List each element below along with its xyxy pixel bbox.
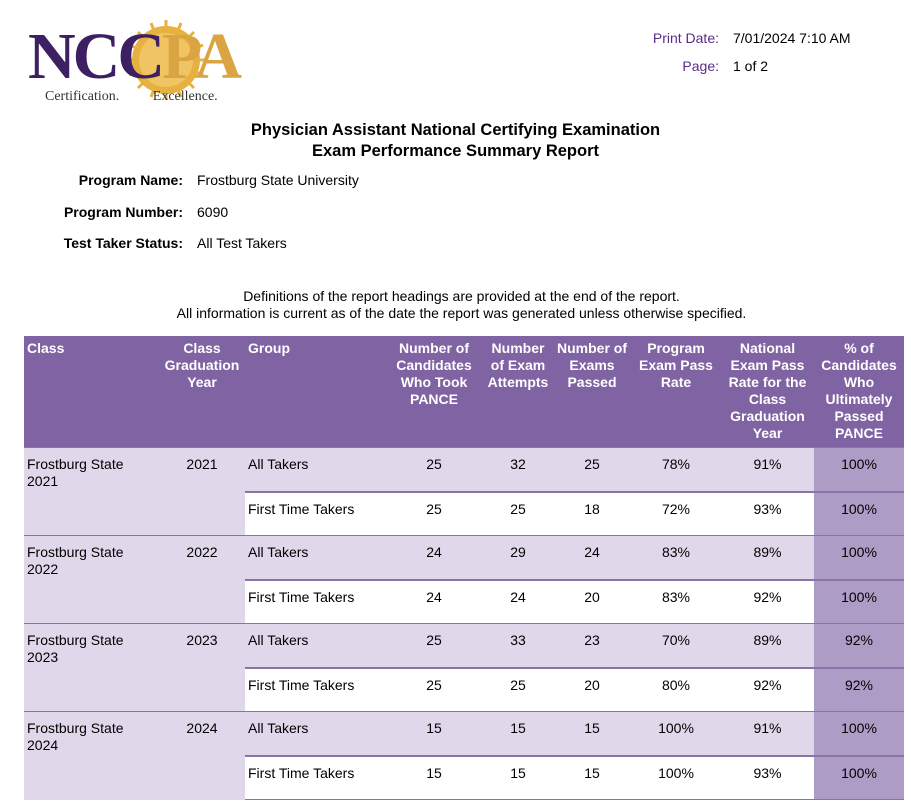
group-cell: First Time Takers (245, 668, 385, 712)
header-ultimate-pass: % of Candidates Who Ultimately Passed PANCE (814, 336, 904, 448)
program-name-value: Frostburg State University (197, 172, 359, 188)
passed-cell: 20 (553, 668, 631, 712)
national-rate-cell: 91% (721, 448, 814, 492)
attempts-cell: 33 (483, 624, 553, 668)
header-attempts: Number of Exam Attempts (483, 336, 553, 448)
brand-wordmark: NCCPA (28, 20, 240, 93)
candidates-cell: 25 (385, 492, 483, 536)
passed-cell: 25 (553, 448, 631, 492)
candidates-cell: 25 (385, 668, 483, 712)
program-rate-cell: 78% (631, 448, 721, 492)
nccpa-logo (28, 18, 268, 106)
header-class: Class (24, 336, 159, 448)
group-cell: All Takers (245, 448, 385, 492)
report-title (0, 120, 911, 162)
attempts-cell: 25 (483, 492, 553, 536)
national-rate-cell: 93% (721, 756, 814, 800)
print-date-label: Print Date: (652, 30, 719, 46)
page-label: Page: (682, 58, 719, 74)
page-value: 1 of 2 (733, 58, 769, 74)
table-row (24, 624, 904, 668)
attempts-cell: 25 (483, 668, 553, 712)
notes-line1: Definitions of the report headings are provided at the end of the report. (243, 288, 680, 304)
performance-table (24, 336, 904, 800)
attempts-cell: 24 (483, 580, 553, 624)
program-name-label: Program Name: (78, 172, 183, 188)
program-rate-cell: 72% (631, 492, 721, 536)
tagline-certification: Certification. (45, 89, 120, 104)
table-row (24, 536, 904, 580)
passed-cell: 15 (553, 756, 631, 800)
ultimate-pass-cell: 100% (814, 448, 904, 492)
national-rate-cell: 89% (721, 624, 814, 668)
report-notes (0, 288, 911, 322)
passed-cell: 15 (553, 712, 631, 756)
class-year-cell: 2024 (159, 712, 245, 800)
report-title-line1: Physician Assistant National Certifying Examination (250, 121, 661, 139)
candidates-cell: 15 (385, 712, 483, 756)
national-rate-cell: 92% (721, 580, 814, 624)
passed-cell: 18 (553, 492, 631, 536)
header-graduation-year: Class Graduation Year (159, 336, 245, 448)
group-cell: First Time Takers (245, 756, 385, 800)
attempts-cell: 32 (483, 448, 553, 492)
program-rate-cell: 100% (631, 712, 721, 756)
national-rate-cell: 93% (721, 492, 814, 536)
test-taker-status-label: Test Taker Status: (63, 235, 183, 251)
group-cell: All Takers (245, 712, 385, 756)
print-date-value: 7/01/2024 7:10 AM (733, 30, 851, 46)
program-rate-cell: 80% (631, 668, 721, 712)
class-year-cell: 2023 (159, 624, 245, 712)
notes-line2: All information is current as of the date the report was generated unless otherwise specified. (176, 305, 747, 321)
national-rate-cell: 92% (721, 668, 814, 712)
national-rate-cell: 91% (721, 712, 814, 756)
class-year-cell: 2021 (159, 448, 245, 536)
class-name-cell: Frostburg State 2024 (24, 712, 159, 800)
passed-cell: 20 (553, 580, 631, 624)
candidates-cell: 15 (385, 756, 483, 800)
program-rate-cell: 83% (631, 536, 721, 580)
candidates-cell: 25 (385, 624, 483, 668)
program-number-value: 6090 (197, 203, 229, 220)
ultimate-pass-cell: 100% (814, 580, 904, 624)
program-info (0, 172, 359, 267)
passed-cell: 23 (553, 624, 631, 668)
group-cell: All Takers (245, 624, 385, 668)
test-taker-status-value: All Test Takers (197, 235, 287, 251)
candidates-cell: 25 (385, 448, 483, 492)
ultimate-pass-cell: 100% (814, 536, 904, 580)
candidates-cell: 24 (385, 536, 483, 580)
table-row (24, 712, 904, 756)
class-name-cell: Frostburg State 2021 (24, 448, 159, 536)
ultimate-pass-cell: 100% (814, 712, 904, 756)
program-rate-cell: 83% (631, 580, 721, 624)
group-cell: All Takers (245, 536, 385, 580)
national-rate-cell: 89% (721, 536, 814, 580)
ultimate-pass-cell: 100% (814, 492, 904, 536)
table-header-row (24, 336, 904, 448)
tagline-excellence: Excellence. (152, 89, 218, 104)
ultimate-pass-cell: 92% (814, 624, 904, 668)
class-name-cell: Frostburg State 2023 (24, 624, 159, 712)
ultimate-pass-cell: 92% (814, 668, 904, 712)
table-row (24, 448, 904, 492)
report-title-line2: Exam Performance Summary Report (311, 142, 600, 160)
class-year-cell: 2022 (159, 536, 245, 624)
passed-cell: 24 (553, 536, 631, 580)
attempts-cell: 15 (483, 712, 553, 756)
attempts-cell: 29 (483, 536, 553, 580)
print-metadata (600, 24, 851, 80)
group-cell: First Time Takers (245, 492, 385, 536)
header-program-rate: Program Exam Pass Rate (631, 336, 721, 448)
header-group: Group (245, 336, 385, 448)
class-name-cell: Frostburg State 2022 (24, 536, 159, 624)
ultimate-pass-cell: 100% (814, 756, 904, 800)
group-cell: First Time Takers (245, 580, 385, 624)
program-rate-cell: 70% (631, 624, 721, 668)
program-rate-cell: 100% (631, 756, 721, 800)
header-national-rate: National Exam Pass Rate for the Class Graduation Year (721, 336, 814, 448)
candidates-cell: 24 (385, 580, 483, 624)
header-passed: Number of Exams Passed (553, 336, 631, 448)
attempts-cell: 15 (483, 756, 553, 800)
header-candidates: Number of Candidates Who Took PANCE (385, 336, 483, 448)
program-number-label: Program Number: (63, 203, 183, 220)
logo-tagline (45, 89, 218, 105)
